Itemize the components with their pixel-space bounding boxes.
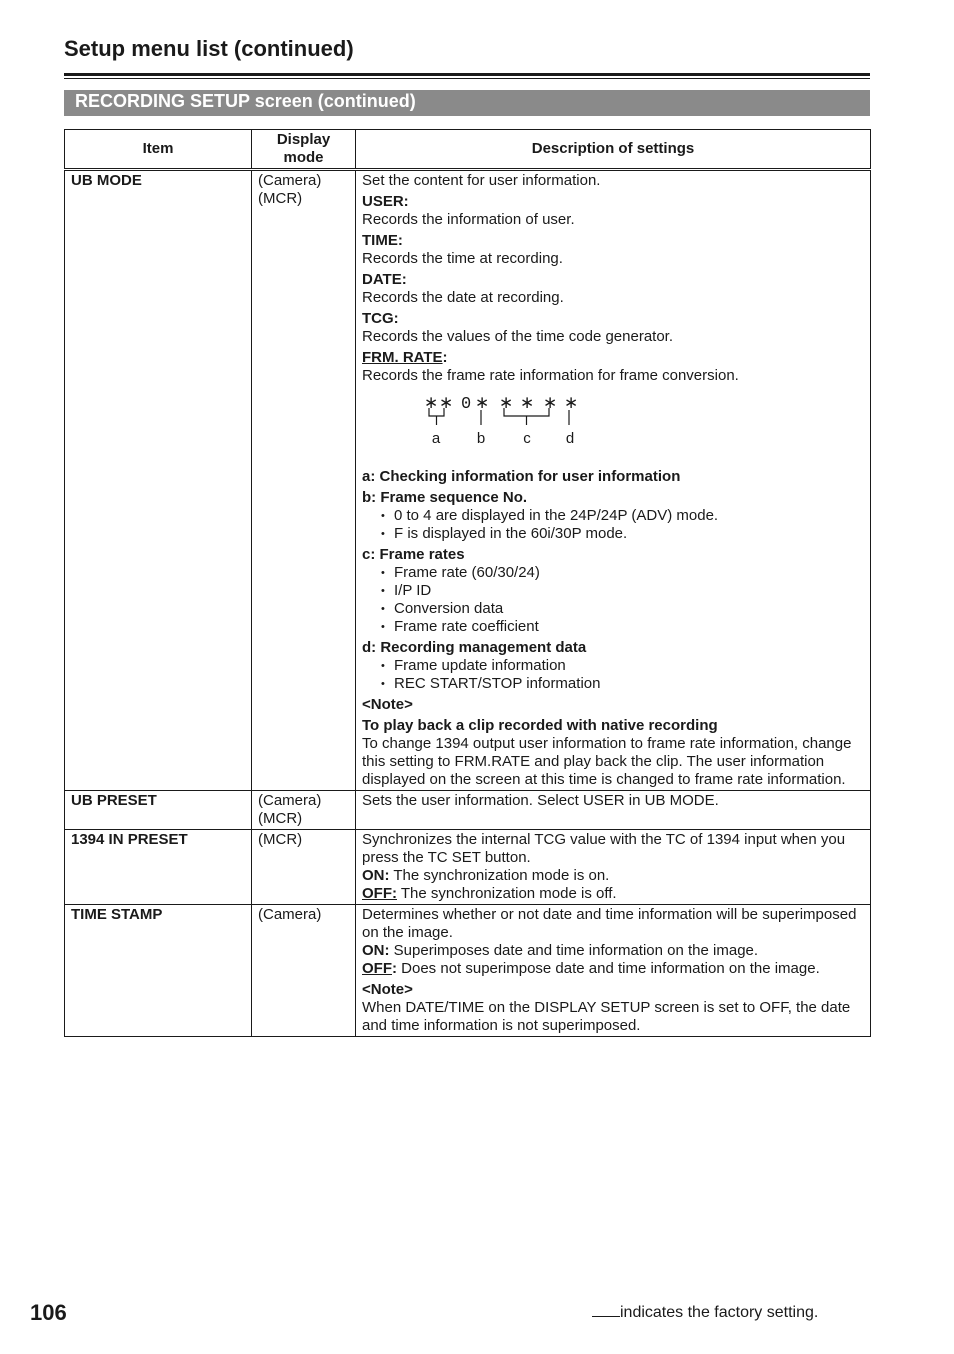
item-ub-mode: UB MODE [65, 170, 252, 791]
diagram-label-c: c [523, 430, 531, 447]
diagram-digit-1: ∗ [424, 393, 439, 412]
time-stamp-text: Determines whether or not date and time information will be superimposed on the image. [362, 906, 857, 941]
off-label: OFF: [362, 885, 397, 902]
frm-rate-text: Records the frame rate information for frame conversion. [362, 367, 739, 384]
ub-mode-intro: Set the content for user information. [362, 172, 601, 189]
page-title: Setup menu list (continued) [64, 36, 354, 61]
mode-time-stamp [252, 905, 356, 1037]
note-heading: To play back a clip recorded with native recording [362, 717, 718, 734]
table-row-1394-in-preset [65, 830, 871, 905]
diagram-digit-2: ∗ [439, 393, 454, 412]
off-text: Does not superimpose date and time information on the image. [397, 960, 820, 977]
factory-setting-footnote [592, 1303, 818, 1322]
frm-rate-name: FRM. RATE [362, 349, 443, 366]
underline-sample [592, 1303, 620, 1317]
diagram-digit-8: ∗ [564, 393, 579, 412]
table-header-row [65, 130, 871, 170]
c-heading: c: Frame rates [362, 546, 465, 563]
on-label: ON: [362, 867, 390, 884]
date-text: Records the date at recording. [362, 289, 564, 306]
item-1394-in-preset: 1394 IN PRESET [65, 830, 252, 905]
mode-camera: (Camera) [258, 906, 322, 923]
table-row-ub-mode [65, 170, 871, 791]
diagram-digit-7: ∗ [543, 393, 558, 412]
section-title: RECORDING SETUP screen (continued) [64, 90, 870, 116]
c-item-3-text: Conversion data [394, 600, 504, 617]
time-stamp-note-text: When DATE/TIME on the DISPLAY SETUP screen is set to OFF, the date and time information is not superimposed. [362, 999, 851, 1034]
on-label: ON: [362, 942, 390, 959]
description-time-stamp [356, 905, 871, 1037]
b-item-1-text: 0 to 4 are displayed in the 24P/24P (ADV) mode. [394, 507, 719, 524]
diagram-label-a: a [431, 430, 441, 447]
d-item-1-text: Frame update information [394, 657, 566, 674]
page-number: 106 [30, 1300, 67, 1325]
description-ub-mode [356, 170, 871, 791]
time-text: Records the time at recording. [362, 250, 563, 267]
user-bits-diagram [424, 390, 644, 454]
time-stamp-on [362, 942, 864, 960]
mode-mcr: (MCR) [258, 831, 303, 848]
b-item-2 [362, 525, 864, 543]
b-item-2-text: F is displayed in the 60i/30P mode. [394, 525, 628, 542]
off-text: The synchronization mode is off. [397, 885, 617, 902]
c-item-4-text: Frame rate coefficient [394, 618, 539, 635]
in-preset-off [362, 885, 864, 903]
b-heading: b: Frame sequence No. [362, 489, 528, 506]
title-rule-thick [64, 73, 870, 76]
tcg-label: TCG: [362, 310, 399, 327]
note-text: To change 1394 output user information to frame rate information, change this setting to FRM.RATE and play back the clip. The user information displayed on the screen at this time is changed to frame rate information. [362, 735, 852, 788]
time-stamp-off [362, 960, 864, 978]
header-description: Description of settings [356, 130, 871, 170]
description-ub-preset: Sets the user information. Select USER in UB MODE. [356, 791, 871, 830]
frm-rate-label [362, 349, 864, 367]
footnote-text: indicates the factory setting. [620, 1304, 819, 1321]
header-item: Item [65, 130, 252, 170]
description-1394-in-preset [356, 830, 871, 905]
title-rule-thin [64, 78, 870, 79]
time-label: TIME: [362, 232, 403, 249]
tcg-text: Records the values of the time code generator. [362, 328, 674, 345]
mode-ub-preset [252, 791, 356, 830]
frm-rate-colon: : [442, 349, 448, 366]
mode-1394-in-preset [252, 830, 356, 905]
in-preset-on [362, 867, 864, 885]
item-time-stamp: TIME STAMP [65, 905, 252, 1037]
diagram-label-d: d [565, 430, 575, 447]
table-row-time-stamp [65, 905, 871, 1037]
user-label: USER: [362, 193, 409, 210]
c-item-3 [362, 600, 864, 618]
mode-camera: (Camera) [258, 172, 322, 189]
c-item-4 [362, 618, 864, 636]
mode-ub-mode [252, 170, 356, 791]
c-item-2 [362, 582, 864, 600]
diagram-digit-3: 0 [461, 395, 472, 414]
diagram-label-b: b [476, 430, 486, 447]
d-item-2 [362, 675, 864, 693]
mode-camera: (Camera) [258, 792, 322, 809]
time-stamp-note-label: <Note> [362, 981, 413, 998]
mode-mcr: (MCR) [258, 810, 303, 827]
d-heading: d: Recording management data [362, 639, 587, 656]
diagram-digit-5: ∗ [499, 393, 514, 412]
user-text: Records the information of user. [362, 211, 575, 228]
a-heading: a: Checking information for user information [362, 468, 681, 485]
header-display-mode-label: Display mode [276, 131, 331, 166]
setup-menu-table [64, 129, 871, 1037]
on-text: Superimposes date and time information on the image. [389, 942, 759, 959]
in-preset-text: Synchronizes the internal TCG value with the TC of 1394 input when you press the TC SET button. [362, 831, 846, 866]
d-item-2-text: REC START/STOP information [394, 675, 601, 692]
diagram-digit-4: ∗ [475, 393, 490, 412]
off-label: OFF [362, 960, 392, 977]
item-ub-preset: UB PRESET [65, 791, 252, 830]
c-item-2-text: I/P ID [394, 582, 432, 599]
diagram-digit-6: ∗ [520, 393, 535, 412]
note-label: <Note> [362, 696, 413, 713]
date-label: DATE: [362, 271, 407, 288]
on-text: The synchronization mode is on. [389, 867, 610, 884]
header-display-mode [252, 130, 356, 170]
b-item-1 [362, 507, 864, 525]
mode-mcr: (MCR) [258, 190, 303, 207]
c-item-1 [362, 564, 864, 582]
c-item-1-text: Frame rate (60/30/24) [394, 564, 540, 581]
off-colon: : [392, 960, 397, 977]
d-item-1 [362, 657, 864, 675]
table-row-ub-preset [65, 791, 871, 830]
